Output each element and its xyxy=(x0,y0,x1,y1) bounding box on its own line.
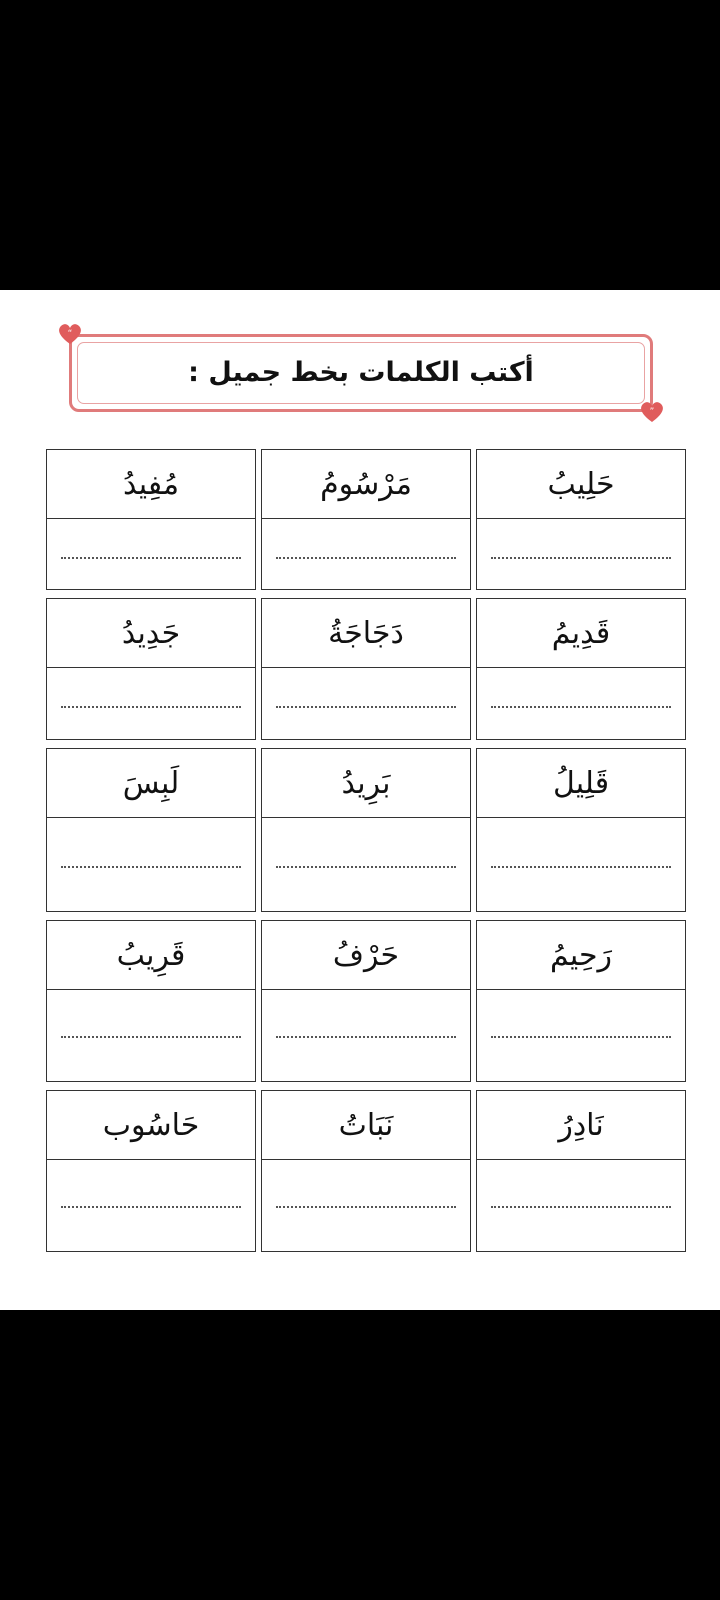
dotted-line xyxy=(276,1036,456,1038)
word-label: رَحِيمُ xyxy=(477,921,685,990)
worksheet-page xyxy=(0,290,720,1310)
writing-area[interactable] xyxy=(477,668,685,739)
writing-area[interactable] xyxy=(262,1160,470,1251)
word-label: قَدِيمُ xyxy=(477,599,685,668)
word-cell xyxy=(46,449,256,590)
writing-area[interactable] xyxy=(477,990,685,1081)
svg-text:”: ” xyxy=(649,407,655,417)
writing-area[interactable] xyxy=(47,990,255,1081)
word-label: بَرِيدُ xyxy=(262,749,470,818)
writing-area[interactable] xyxy=(477,1160,685,1251)
word-cell xyxy=(476,1090,686,1252)
dotted-line xyxy=(276,1206,456,1208)
word-cell xyxy=(476,598,686,740)
dotted-line xyxy=(61,706,241,708)
writing-area[interactable] xyxy=(477,519,685,589)
word-label: حَلِيبُ xyxy=(477,450,685,519)
word-cell xyxy=(476,748,686,912)
words-row xyxy=(42,598,686,740)
dotted-line xyxy=(61,1206,241,1208)
writing-area[interactable] xyxy=(477,818,685,911)
heart-quote-icon xyxy=(57,322,83,346)
dotted-line xyxy=(276,866,456,868)
word-cell xyxy=(46,1090,256,1252)
word-cell xyxy=(261,748,471,912)
title-frame xyxy=(67,329,655,417)
word-cell xyxy=(476,920,686,1082)
dotted-line xyxy=(491,557,671,559)
writing-area[interactable] xyxy=(262,519,470,589)
dotted-line xyxy=(491,1036,671,1038)
word-label: مَرْسُومُ xyxy=(262,450,470,519)
word-label: جَدِيدُ xyxy=(47,599,255,668)
words-row xyxy=(42,1090,686,1252)
word-cell xyxy=(46,748,256,912)
dotted-line xyxy=(491,706,671,708)
worksheet-title: أكتب الكلمات بخط جميل : xyxy=(188,357,534,388)
writing-area[interactable] xyxy=(262,818,470,911)
word-label: قَلِيلُ xyxy=(477,749,685,818)
words-row xyxy=(42,449,686,590)
word-cell xyxy=(46,598,256,740)
word-cell xyxy=(261,598,471,740)
word-label: لَبِسَ xyxy=(47,749,255,818)
writing-area[interactable] xyxy=(47,519,255,589)
word-cell xyxy=(46,920,256,1082)
dotted-line xyxy=(61,1036,241,1038)
word-cell xyxy=(476,449,686,590)
word-label: قَرِيبُ xyxy=(47,921,255,990)
word-label: مُفِيدُ xyxy=(47,450,255,519)
writing-area[interactable] xyxy=(47,668,255,739)
words-grid xyxy=(42,449,686,1260)
writing-area[interactable] xyxy=(262,668,470,739)
svg-text:“: “ xyxy=(67,329,73,339)
word-cell xyxy=(261,449,471,590)
words-row xyxy=(42,920,686,1082)
dotted-line xyxy=(491,1206,671,1208)
writing-area[interactable] xyxy=(262,990,470,1081)
dotted-line xyxy=(61,866,241,868)
word-cell xyxy=(261,920,471,1082)
words-row xyxy=(42,748,686,912)
dotted-line xyxy=(491,866,671,868)
writing-area[interactable] xyxy=(47,1160,255,1251)
word-label: نَادِرُ xyxy=(477,1091,685,1160)
heart-quote-icon xyxy=(639,400,665,424)
word-label: حَرْفُ xyxy=(262,921,470,990)
dotted-line xyxy=(276,557,456,559)
writing-area[interactable] xyxy=(47,818,255,911)
word-label: نَبَاتُ xyxy=(262,1091,470,1160)
word-cell xyxy=(261,1090,471,1252)
dotted-line xyxy=(276,706,456,708)
dotted-line xyxy=(61,557,241,559)
word-label: دَجَاجَةُ xyxy=(262,599,470,668)
word-label: حَاسُوب xyxy=(47,1091,255,1160)
